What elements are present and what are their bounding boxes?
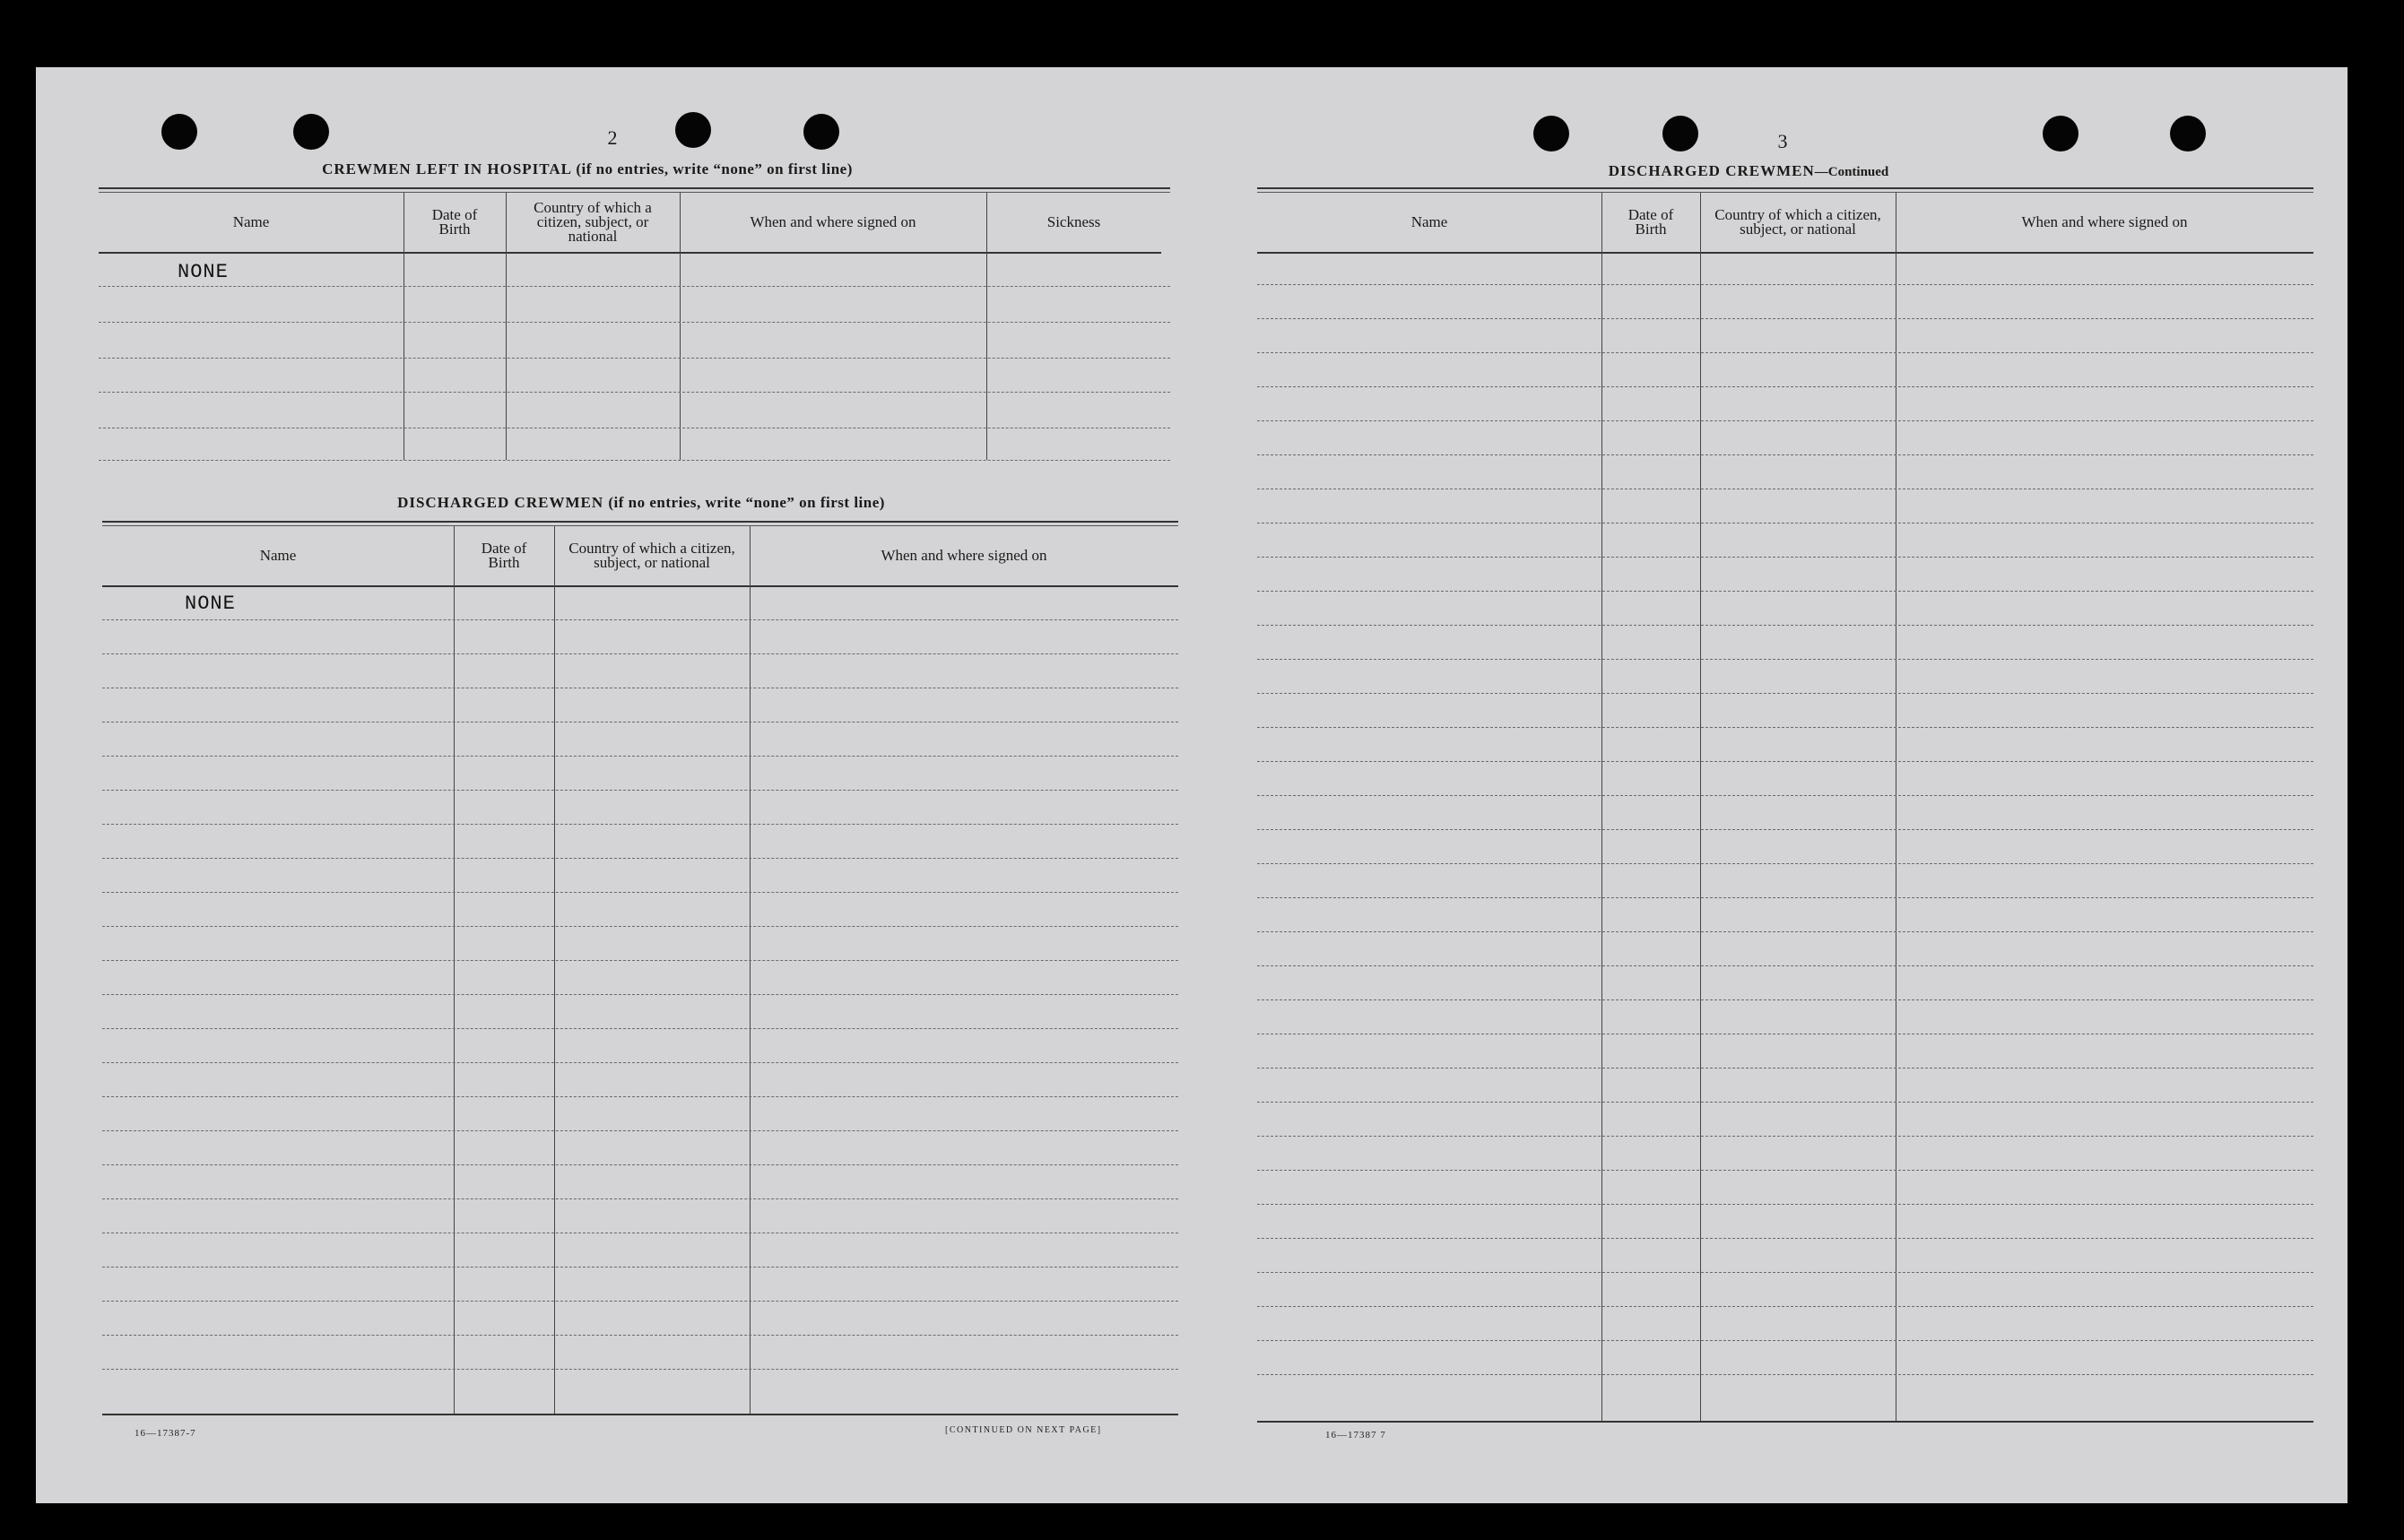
continued-next-page: [CONTINUED ON NEXT PAGE] (945, 1425, 1102, 1435)
hospital-first-entry: NONE (178, 261, 229, 283)
hospital-table (99, 187, 1170, 462)
col-header-name: Name (232, 213, 270, 230)
left-page (36, 67, 1193, 1503)
col-header-country (506, 195, 680, 250)
col-header-date-of-birth (1601, 195, 1700, 250)
country-label: Country of which a citizen, subject, or national (534, 199, 652, 245)
discharged-first-entry: NONE (185, 593, 236, 615)
discharged-title-note: (if no entries, write “none” on first line) (608, 494, 885, 511)
col-header-when-where: When and where signed on (750, 213, 916, 230)
date-of-birth-label: Date of Birth (1627, 206, 1674, 238)
col-header-sickness: Sickness (1046, 213, 1101, 230)
date-of-birth-label: Date of Birth (431, 206, 478, 238)
col-header-when-where: When and where signed on (881, 547, 1047, 564)
hospital-section-title (90, 160, 1085, 178)
discharged-table (102, 521, 1178, 1417)
discharged-continued-title (1426, 162, 2071, 180)
page-number: 2 (607, 126, 618, 149)
date-of-birth-label: Date of Birth (481, 540, 527, 571)
discharged-title-text: DISCHARGED CREWMEN (397, 494, 604, 511)
hospital-title-note: (if no entries, write “none” on first line) (576, 160, 853, 177)
col-header-country (1700, 195, 1896, 250)
col-header-country (554, 528, 750, 584)
right-page (1193, 67, 2348, 1503)
col-header-when-where: When and where signed on (2021, 213, 2188, 230)
page-number: 3 (1777, 130, 1788, 152)
discharged-continued-table (1257, 187, 2313, 1424)
form-number: 16—17387-7 (135, 1428, 196, 1439)
discharged-continued-text: DISCHARGED CREWMEN (1608, 162, 1815, 179)
discharged-section-title (152, 494, 1130, 512)
country-label: Country of which a citizen, subject, or national (568, 540, 735, 571)
country-label: Country of which a citizen, subject, or national (1714, 206, 1881, 238)
col-header-date-of-birth (454, 528, 554, 584)
col-header-date-of-birth (404, 195, 506, 250)
document-sheet (36, 67, 2348, 1503)
col-header-name: Name (259, 547, 297, 564)
col-header-name: Name (1410, 213, 1448, 230)
form-number: 16—17387 7 (1325, 1430, 1386, 1441)
hospital-title-text: CREWMEN LEFT IN HOSPITAL (322, 160, 572, 177)
continued-suffix: —Continued (1814, 165, 1889, 179)
